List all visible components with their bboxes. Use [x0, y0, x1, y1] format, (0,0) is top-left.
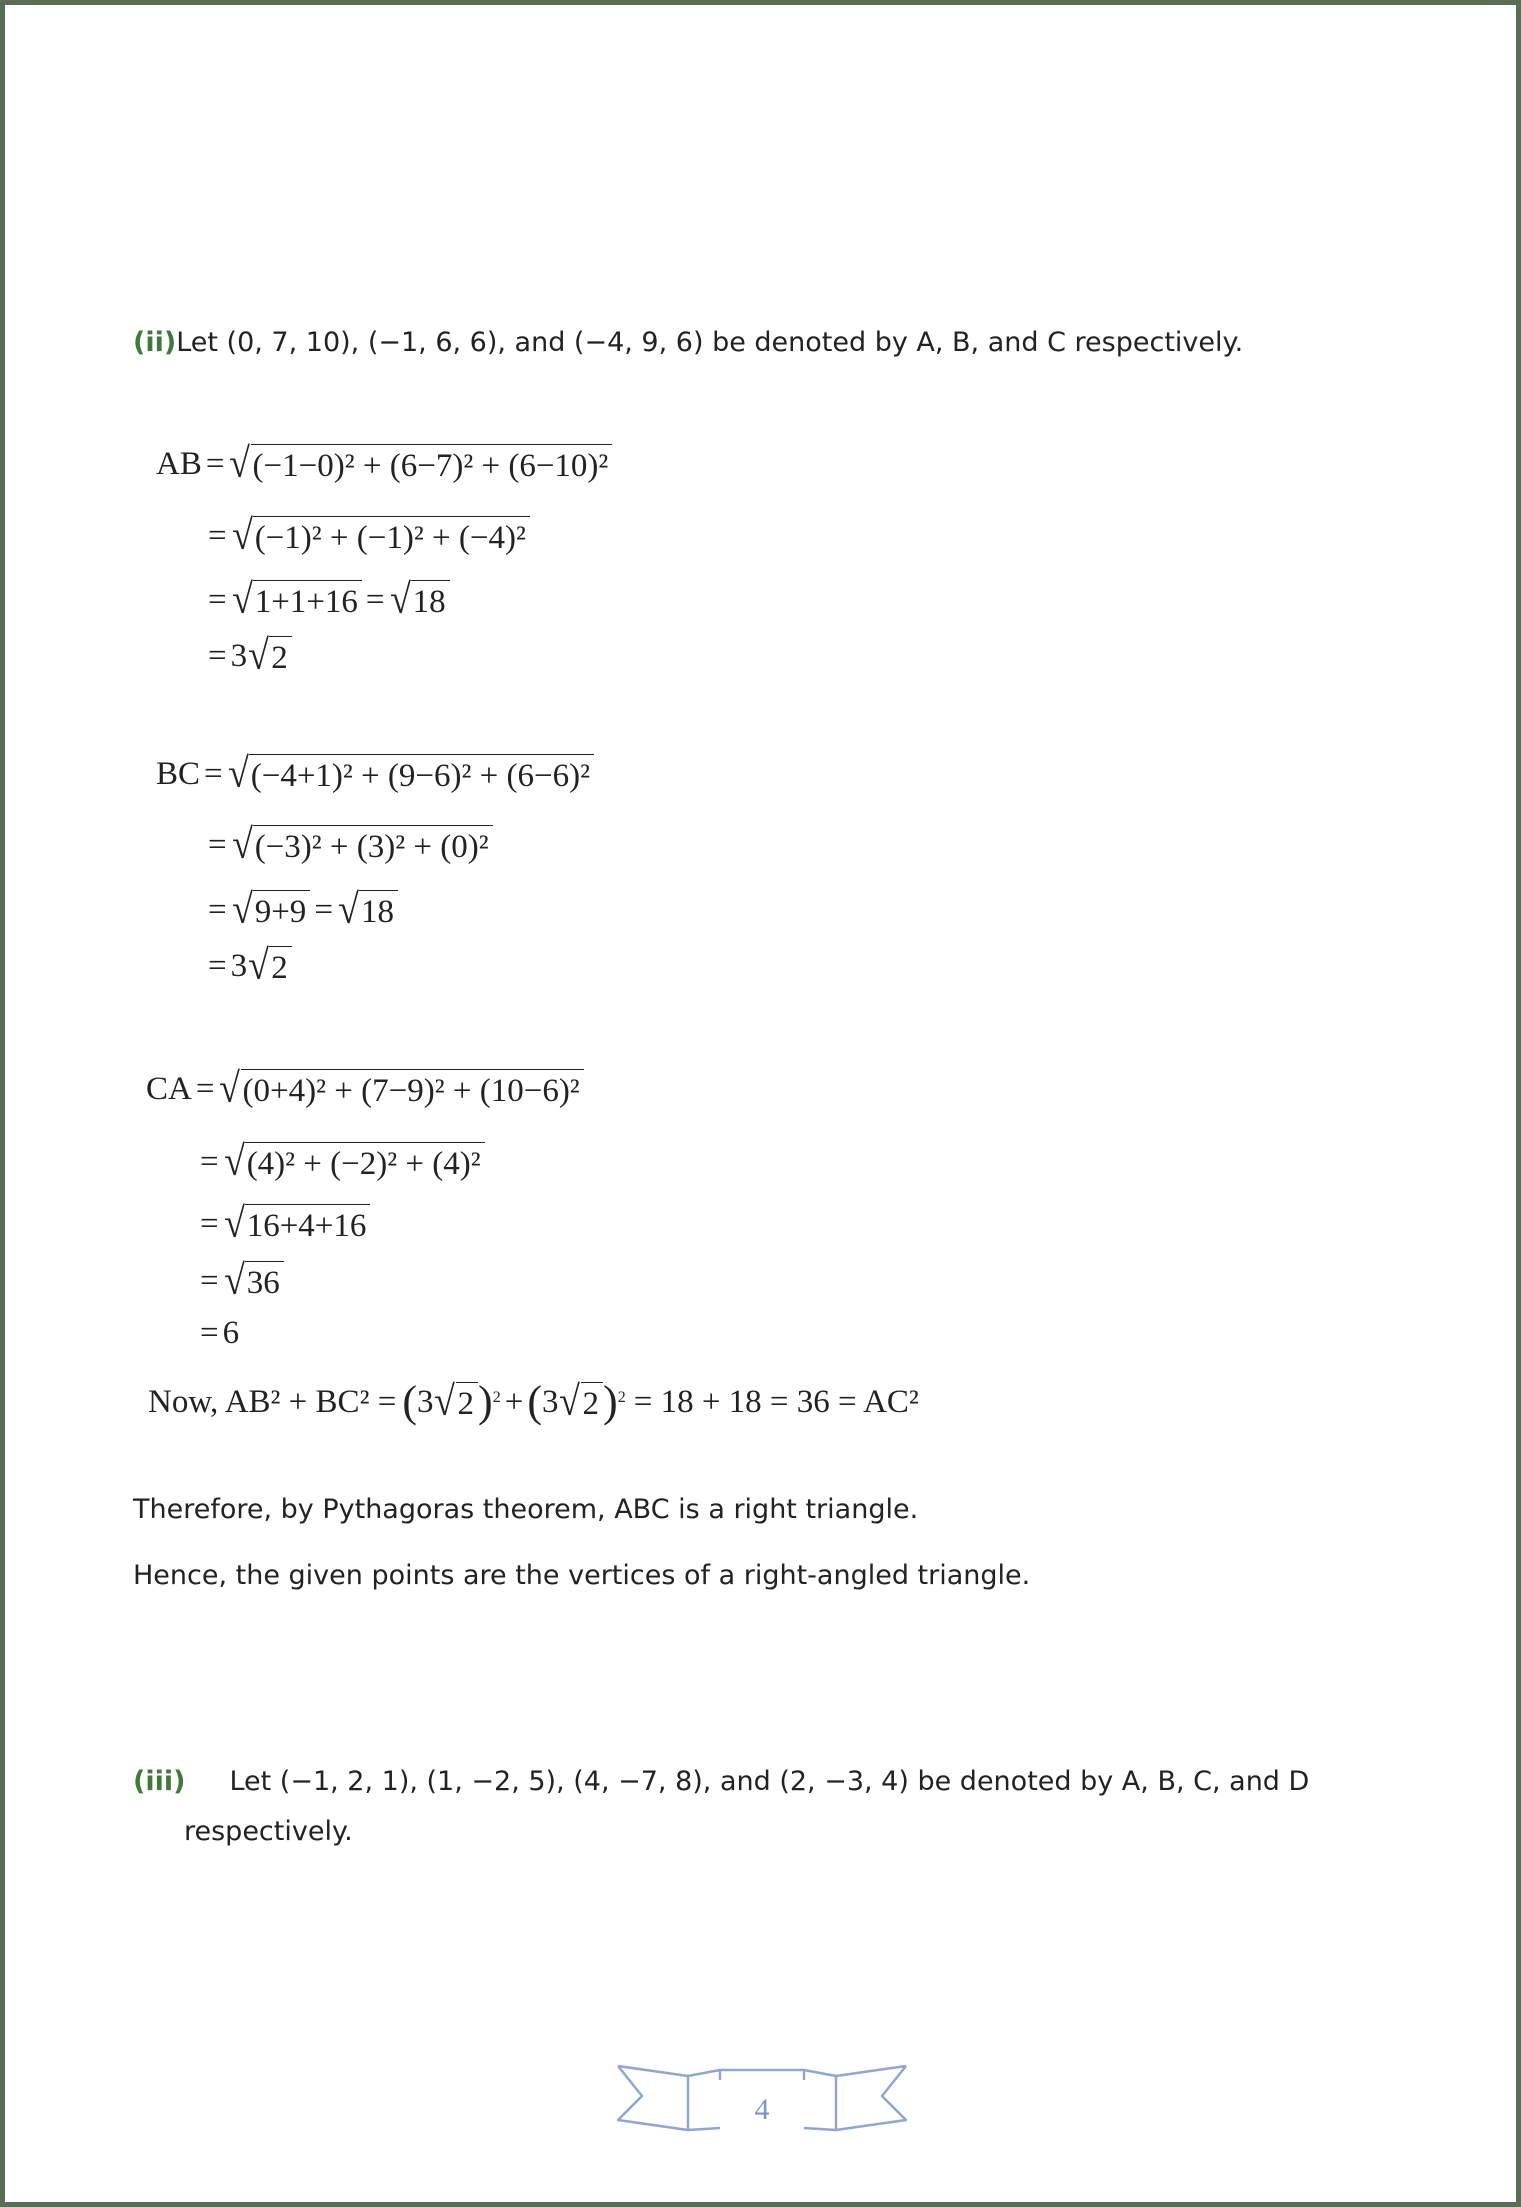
ab-lhs: AB	[156, 446, 202, 482]
ca-line-5: = 6	[200, 1315, 240, 1351]
part-ii-text: Let (0, 7, 10), (−1, 6, 6), and (−4, 9, 6) be denoted by A, B, and C respectively.	[176, 327, 1244, 358]
ab-line-3: = √ 1+1+16 = √ 18	[204, 573, 450, 627]
conclusion-1: Therefore, by Pythagoras theorem, ABC is a right triangle.	[133, 1494, 919, 1525]
ab-line-4: = 3 √ 2	[204, 629, 292, 683]
pythagoras-equation: Now, AB² + BC² = ( 3 √ 2 ) $^2$ + ( 3 √ 2 ) $^2$ = 18 + 18 = 36 = AC²	[148, 1377, 919, 1426]
bc-lhs: BC	[156, 756, 201, 792]
part-iii-label: (iii)	[133, 1766, 186, 1797]
ca-line-2: = √ (4)² + (−2)² + (4)²	[196, 1135, 485, 1189]
ab-line-1: AB = √ (−1−0)² + (6−7)² + (6−10)²	[156, 437, 612, 491]
part-iii-text: Let (−1, 2, 1), (1, −2, 5), (4, −7, 8), and (2, −3, 4) be denoted by A, B, C, and D	[229, 1766, 1310, 1797]
page-number: 4	[754, 2093, 770, 2126]
ab-radical-1: √ (−1−0)² + (6−7)² + (6−10)²	[228, 444, 612, 485]
conclusion-2: Hence, the given points are the vertices of a right-angled triangle.	[133, 1560, 1031, 1591]
ab-line-2: = √ (−1)² + (−1)² + (−4)²	[204, 509, 530, 563]
ca-line-1: CA = √ (0+4)² + (7−9)² + (10−6)²	[146, 1062, 584, 1116]
bc-line-3: = √ 9+9 = √ 18	[204, 883, 398, 937]
bc-radical-1: √ (−4+1)² + (9−6)² + (6−6)²	[227, 754, 594, 795]
part-iii-intro-line-1	[133, 1756, 1309, 1808]
part-ii-label: (ii)	[133, 327, 177, 358]
ca-line-4: = √ 36	[196, 1254, 284, 1308]
bc-line-2: = √ (−3)² + (3)² + (0)²	[204, 818, 493, 872]
bc-line-1: BC = √ (−4+1)² + (9−6)² + (6−6)²	[156, 747, 594, 801]
ca-radical-1: √ (0+4)² + (7−9)² + (10−6)²	[218, 1069, 583, 1110]
ca-line-3: = √ 16+4+16	[196, 1197, 370, 1251]
ca-lhs: CA	[146, 1071, 192, 1107]
part-iii-intro-line-2: respectively.	[184, 1816, 353, 1847]
bc-line-4: = 3 √ 2	[204, 939, 292, 993]
part-ii-intro	[133, 317, 1243, 369]
